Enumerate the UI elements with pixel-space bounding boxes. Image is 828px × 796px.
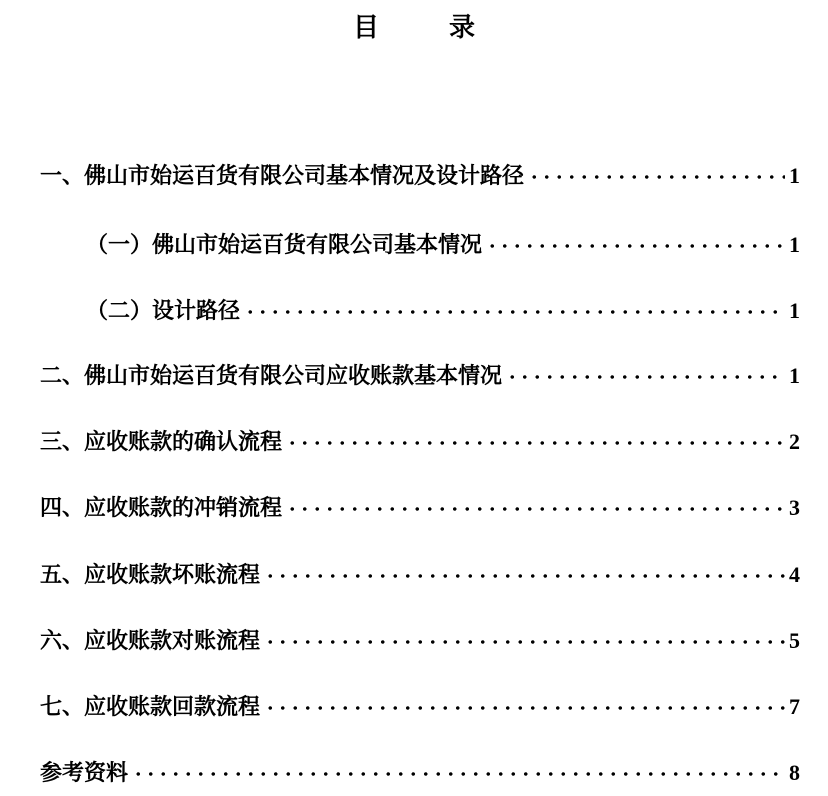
toc-dot-leader: [286, 413, 785, 449]
toc-dot-leader: [506, 347, 785, 383]
toc-dot-leader: [528, 147, 785, 183]
toc-entry[interactable]: [40, 744, 800, 786]
toc-page-number: 1: [789, 163, 800, 188]
toc-dot-leader: [286, 479, 785, 515]
toc-entry-text: 六、应收账款对账流程: [40, 629, 261, 654]
toc-page-number: 7: [789, 694, 800, 719]
toc-entry-text: 一、佛山市始运百货有限公司基本情况及设计路径: [40, 164, 525, 189]
toc-page-number: 1: [789, 232, 800, 257]
toc-entry-text: 三、应收账款的确认流程: [40, 430, 283, 455]
toc-entry-text: 参考资料: [40, 761, 129, 786]
toc-entry[interactable]: [86, 282, 800, 324]
toc-dot-leader: [264, 678, 785, 714]
toc-dot-leader: [264, 546, 785, 582]
toc-entry-text: 七、应收账款回款流程: [40, 695, 261, 720]
toc-title: 目 录: [352, 13, 497, 43]
toc-page-number: 8: [789, 760, 800, 785]
toc-entry-text: （一）佛山市始运百货有限公司基本情况: [86, 233, 483, 258]
toc-entry-text: 四、应收账款的冲销流程: [40, 496, 283, 521]
toc-entry-text: 五、应收账款坏账流程: [40, 563, 261, 588]
toc-entry[interactable]: [40, 546, 800, 588]
toc-page-number: 2: [789, 429, 800, 454]
toc-page-number: 5: [789, 628, 800, 653]
toc-entry[interactable]: [40, 479, 800, 521]
toc-entry[interactable]: [40, 347, 800, 389]
toc-page-number: 3: [789, 495, 800, 520]
toc-page-number: 1: [789, 298, 800, 323]
toc-entry[interactable]: [40, 413, 800, 455]
toc-entry-text: （二）设计路径: [86, 299, 241, 324]
toc-entry[interactable]: [40, 147, 800, 189]
toc-entry[interactable]: [40, 612, 800, 654]
toc-entry[interactable]: [40, 678, 800, 720]
toc-entry-text: 二、佛山市始运百货有限公司应收账款基本情况: [40, 364, 503, 389]
toc-page-number: 1: [789, 363, 800, 388]
toc-dot-leader: [486, 216, 785, 252]
toc-dot-leader: [132, 744, 785, 780]
toc-dot-leader: [264, 612, 785, 648]
toc-page-number: 4: [789, 562, 800, 587]
toc-entry[interactable]: [86, 216, 800, 258]
toc-dot-leader: [244, 282, 785, 318]
